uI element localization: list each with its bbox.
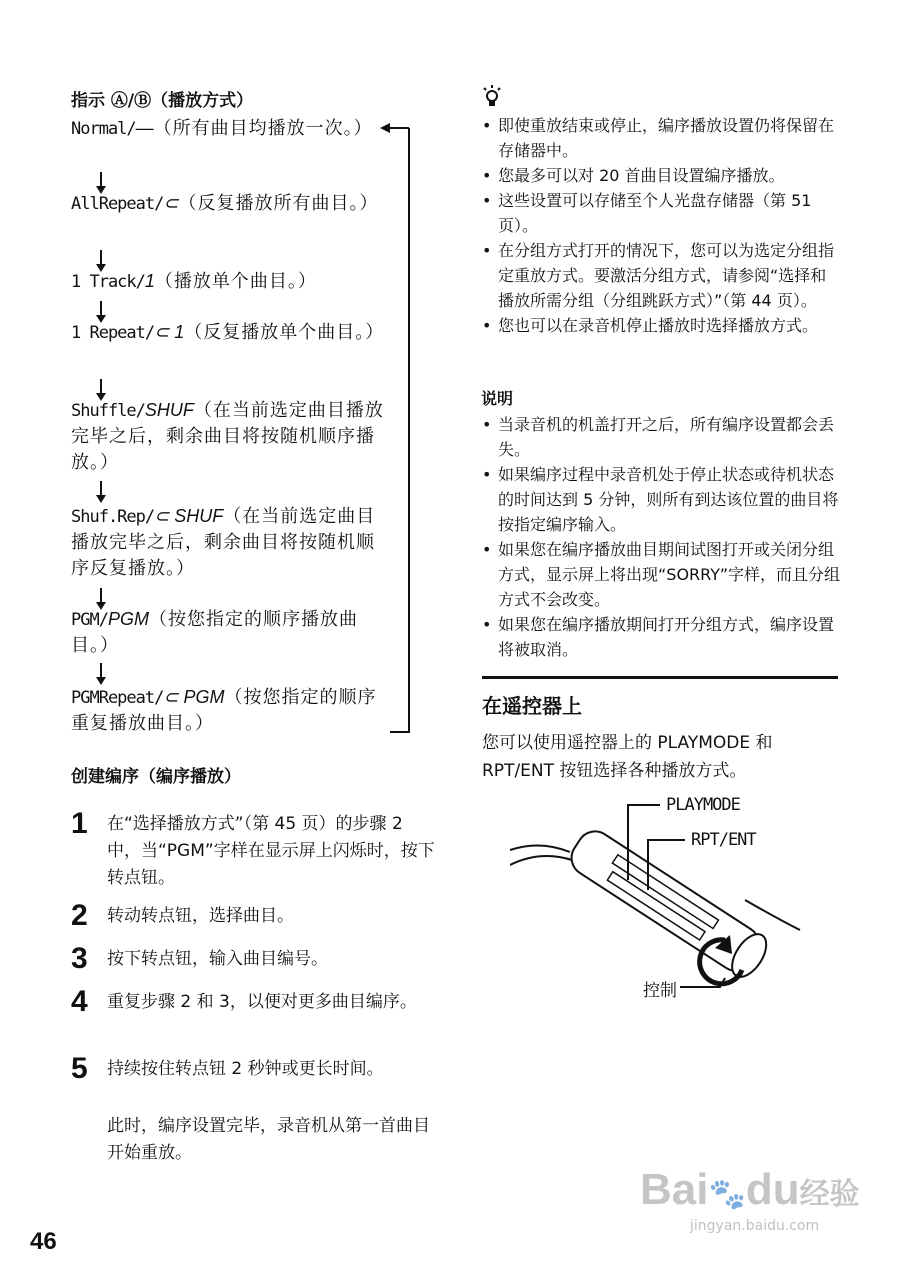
mode-indicator: —	[135, 118, 154, 138]
step-text: 按下转点钮，输入曲目编号。	[107, 949, 328, 969]
play-mode-item	[71, 503, 391, 582]
mode-indicator: 1	[144, 271, 155, 291]
mode-name: Shuf.Rep/	[71, 507, 155, 527]
loop-back-arrow	[378, 118, 414, 738]
step-item	[71, 1052, 441, 1085]
playmode-label: PLAYMODE	[666, 795, 740, 815]
play-mode-item	[71, 115, 391, 142]
remote-heading: 在遥控器上	[482, 694, 582, 718]
mode-name: 1 Repeat/	[71, 323, 155, 343]
mode-description: （播放单个曲目。）	[154, 271, 317, 292]
step-item	[71, 807, 441, 892]
play-mode-item	[71, 397, 391, 476]
step5-note: 此时，编序设置完毕，录音机从第一首曲目开始重放。	[107, 1116, 430, 1163]
play-mode-item	[71, 190, 391, 217]
mode-description: （所有曲目均播放一次。）	[153, 118, 373, 139]
watermark-url: jingyan.baidu.com	[690, 1218, 820, 1234]
step-number: 3	[71, 942, 88, 975]
indicator-heading: 指示 Ⓐ/Ⓑ（播放方式）	[71, 91, 254, 111]
step-text: 重复步骤 2 和 3，以便对更多曲目编序。	[107, 992, 417, 1012]
mode-indicator: ⊂	[163, 193, 179, 213]
bullet-item: • 您也可以在录音机停止播放时选择播放方式。	[480, 313, 842, 338]
mode-description: （按您指定的顺序播放曲目。）	[71, 609, 358, 656]
mode-description: （反复播放所有曲目。）	[178, 193, 379, 214]
mode-indicator: SHUF	[144, 400, 194, 420]
mode-indicator: PGM	[107, 609, 149, 629]
step-number: 4	[71, 985, 88, 1018]
bullet-item: • 即使重放结束或停止，编序播放设置仍将保留在存储器中。	[480, 113, 842, 163]
down-arrow-icon	[96, 588, 106, 610]
mode-indicator: ⊂ PGM	[163, 687, 225, 707]
down-arrow-icon	[96, 172, 106, 194]
down-arrow-icon	[96, 379, 106, 401]
bullet-item: • 如果您在编序播放期间打开分组方式，编序设置将被取消。	[480, 612, 842, 662]
mode-name: PGMRepeat/	[71, 688, 164, 708]
control-label: 控制	[643, 981, 677, 1001]
down-arrow-icon	[96, 301, 106, 323]
mode-name: AllRepeat/	[71, 194, 164, 214]
play-mode-item	[71, 606, 391, 659]
mode-description: （在当前选定曲目播放完毕之后，剩余曲目将按随机顺序反复播放。）	[71, 506, 376, 579]
bullet-item: • 在分组方式打开的情况下，您可以为选定分组指定重放方式。要激活分组方式，请参阅“选择和播放所需分组（分组跳跃方式）”（第 44 页）。	[480, 238, 842, 313]
watermark-logo: Bai🐾du经验	[640, 1165, 860, 1214]
program-heading: 创建编序（编序播放）	[71, 767, 241, 787]
mode-name: Normal/	[71, 119, 136, 139]
notes-heading: 说明	[481, 389, 514, 408]
mode-description: （反复播放单个曲目。）	[184, 322, 385, 343]
step-text: 持续按住转点钮 2 秒钟或更长时间。	[107, 1059, 384, 1079]
play-mode-item	[71, 319, 391, 346]
mode-indicator: ⊂ SHUF	[154, 506, 224, 526]
rpt-ent-label: RPT/ENT	[691, 830, 756, 850]
play-mode-item	[71, 268, 391, 295]
down-arrow-icon	[96, 663, 106, 685]
step-item	[71, 985, 441, 1018]
mode-description: （按您指定的顺序重复播放曲目。）	[71, 687, 377, 734]
step-number: 2	[71, 899, 88, 932]
step-item	[71, 899, 441, 932]
step-number: 1	[71, 807, 88, 840]
remote-paragraph: 您可以使用遥控器上的 PLAYMODE 和 RPT/ENT 按钮选择各种播放方式。	[482, 733, 773, 781]
tip-lightbulb-icon	[481, 84, 505, 108]
mode-name: 1 Track/	[71, 272, 145, 292]
step-item	[71, 942, 441, 975]
bullet-item: • 如果您在编序播放曲目期间试图打开或关闭分组方式，显示屏上将出现“SORRY”字样，而且分组方式不会改变。	[480, 537, 842, 612]
down-arrow-icon	[96, 250, 106, 272]
step-text: 转动转点钮，选择曲目。	[107, 906, 294, 926]
bullet-item: • 当录音机的机盖打开之后，所有编序设置都会丢失。	[480, 412, 842, 462]
step-text: 在“选择播放方式”（第 45 页）的步骤 2 中，当“PGM”字样在显示屏上闪烁时，按下转点钮。	[107, 814, 435, 888]
step-number: 5	[71, 1052, 88, 1085]
tips-section	[480, 113, 842, 338]
mode-indicator: ⊂ 1	[154, 322, 185, 342]
bullet-item: • 这些设置可以存储至个人光盘存储器（第 51 页）。	[480, 188, 842, 238]
section-divider	[482, 676, 838, 679]
mode-name: Shuffle/	[71, 401, 145, 421]
down-arrow-icon	[96, 481, 106, 503]
page-number: 46	[30, 1228, 57, 1255]
mode-description: （在当前选定曲目播放完毕之后，剩余曲目将按随机顺序播放。）	[71, 400, 384, 473]
mode-name: PGM/	[71, 610, 108, 630]
play-mode-item	[71, 684, 391, 737]
bullet-item: • 您最多可以对 20 首曲目设置编序播放。	[480, 163, 842, 188]
notes-section	[480, 412, 842, 662]
bullet-item: • 如果编序过程中录音机处于停止状态或待机状态的时间达到 5 分钟，则所有到达该位置的曲目将按指定编序输入。	[480, 462, 842, 537]
